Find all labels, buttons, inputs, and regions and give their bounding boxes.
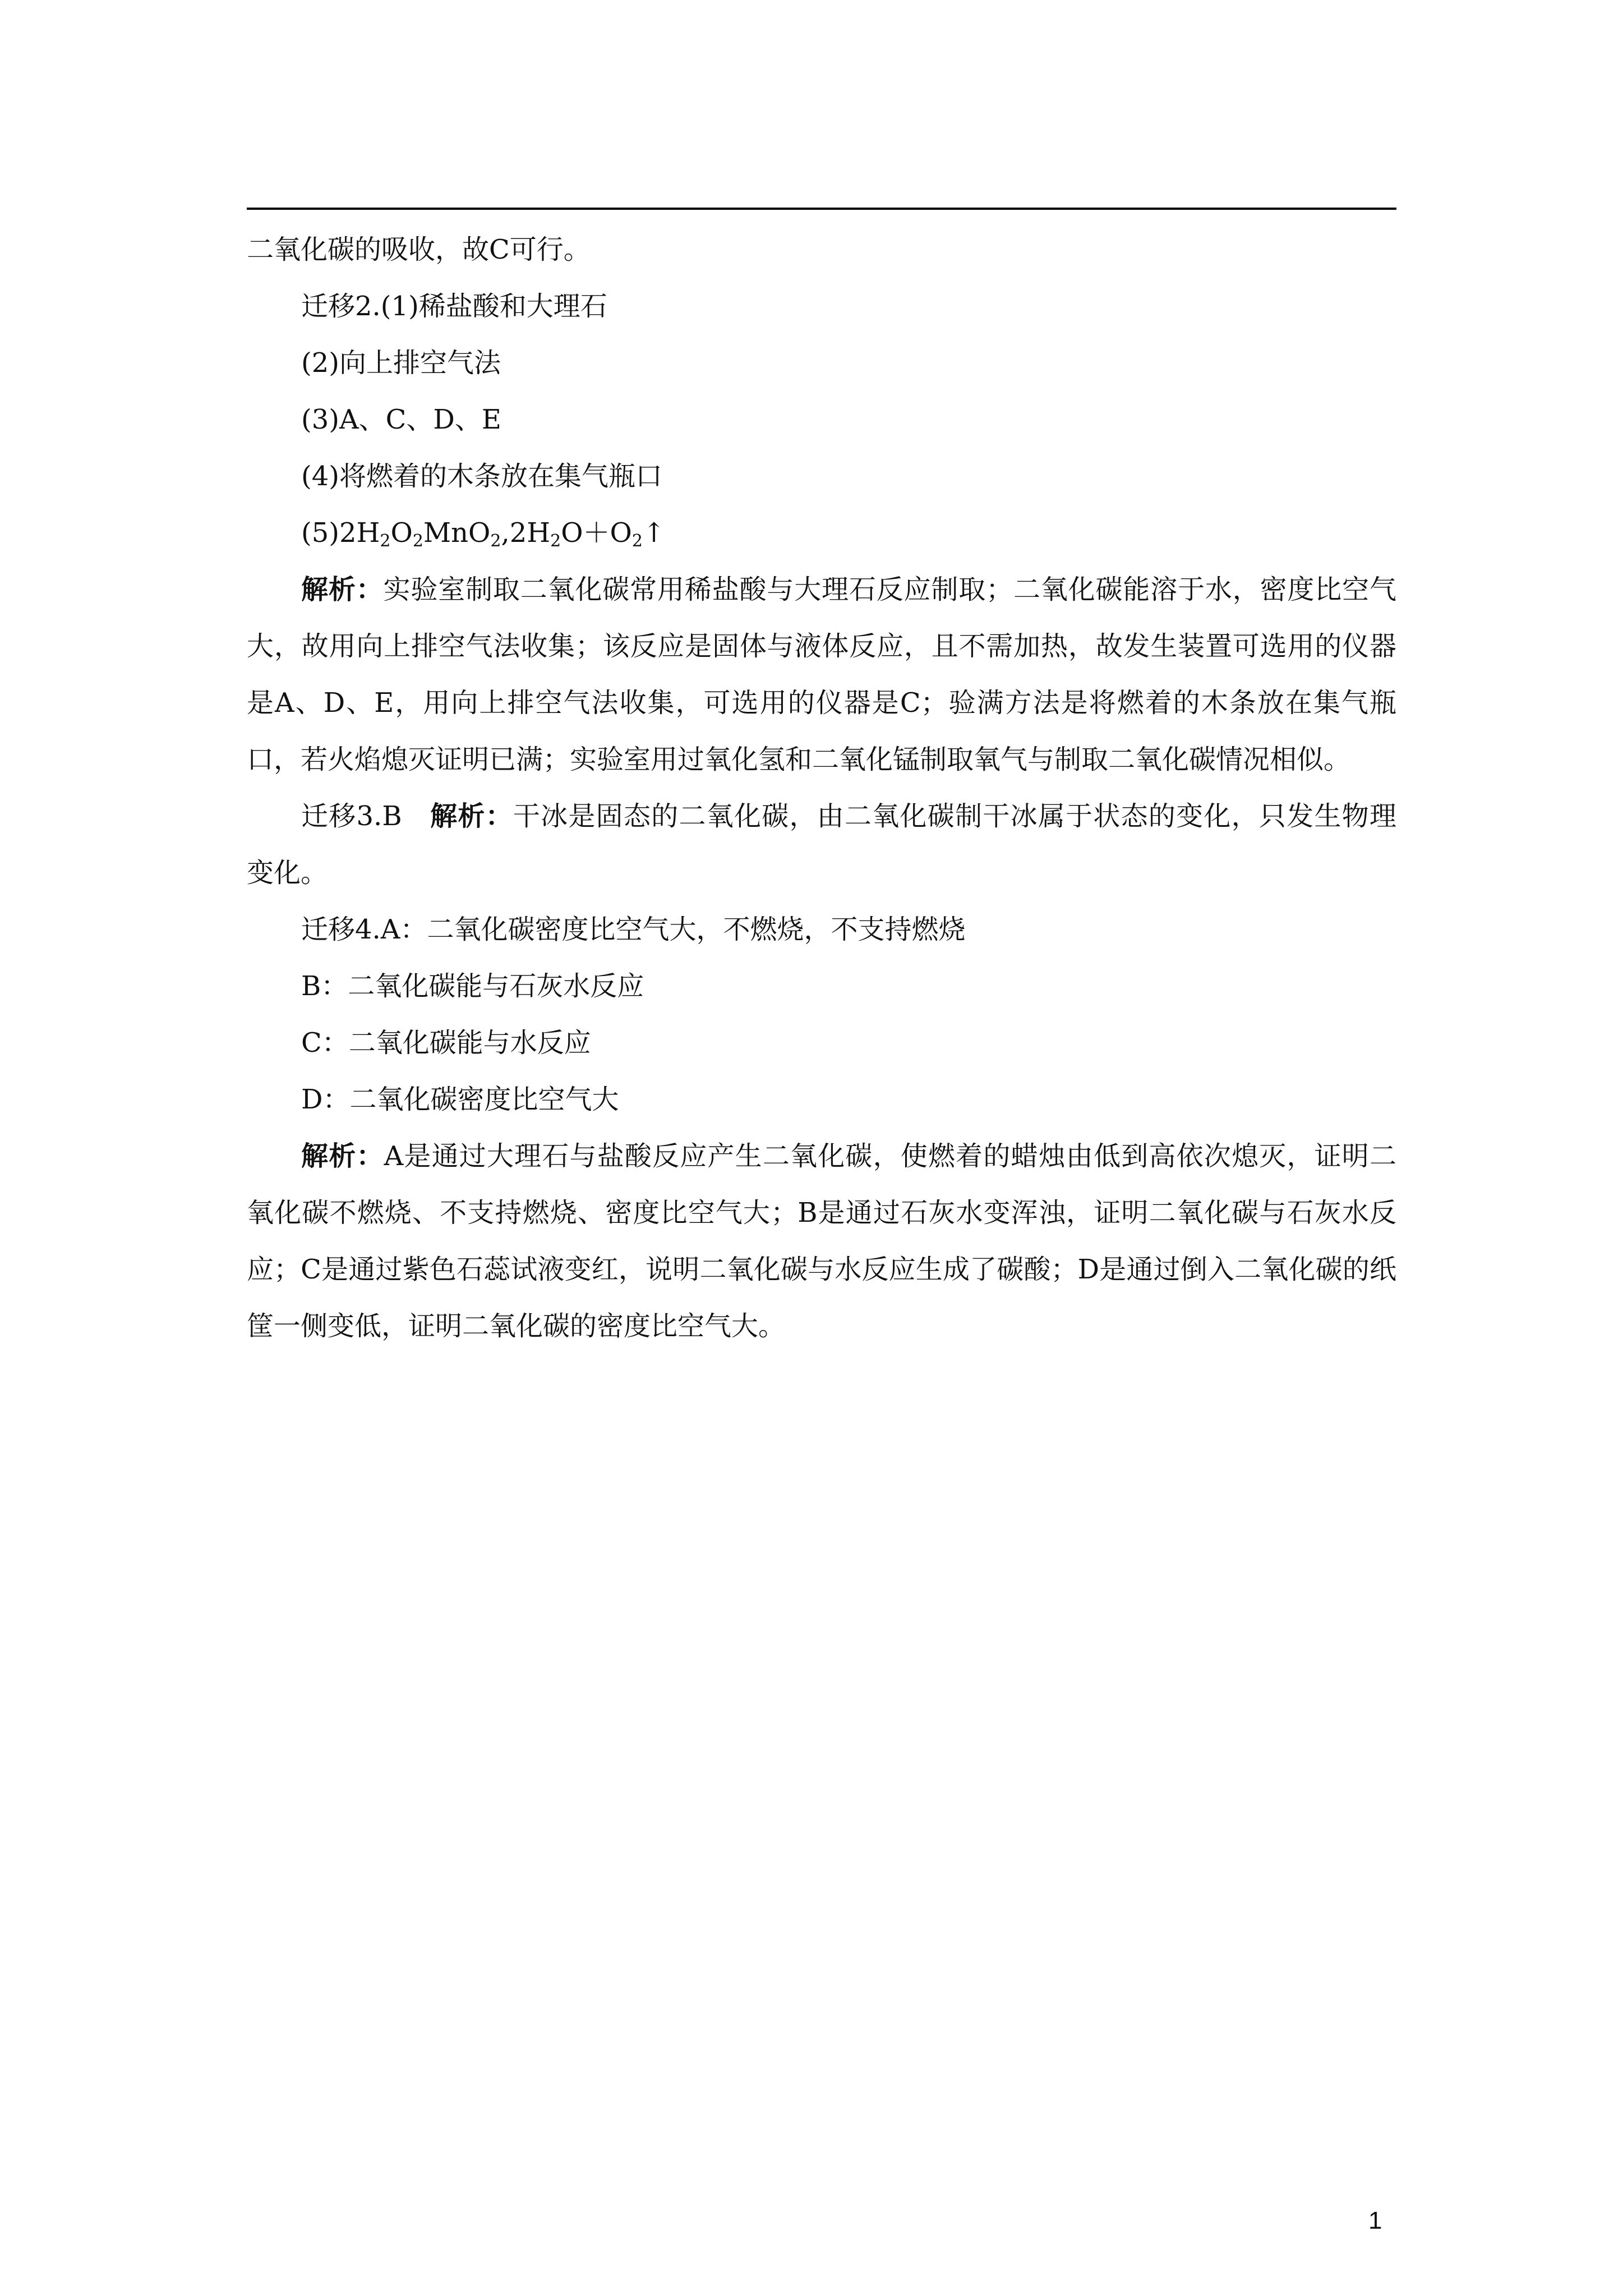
- answer-line: B：二氧化碳能与石灰水反应: [301, 970, 644, 1002]
- answer-line: (3)A、C、D、E: [301, 404, 501, 435]
- equation-text: O＋O: [561, 517, 632, 549]
- answer-line: 迁移4.A：二氧化碳密度比空气大，不燃烧，不支持燃烧: [301, 914, 966, 945]
- equation-text: (5)2H: [301, 517, 380, 549]
- analysis-paragraph: [247, 562, 1396, 788]
- answer-line: C：二氧化碳能与水反应: [301, 1027, 591, 1059]
- answer-line: D：二氧化碳密度比空气大: [301, 1084, 619, 1115]
- gas-arrow: ↑: [643, 517, 666, 549]
- analysis-text: 实验室制取二氧化碳常用稀盐酸与大理石反应制取；二氧化碳能溶于水，密度比空气大，故用向上排空气法收集；该反应是固体与液体反应，且不需加热，故发生装置可选用的仪器是A、D、E，用向上排空气法收集，可选用的仪器是C；验满方法是将燃着的木条放在集气瓶口，若火焰熄灭证明已满；实验室用过氧化氢和二氧化锰制取氧气与制取二氧化碳情况相似。: [247, 574, 1396, 775]
- equation-text: MnO: [423, 517, 491, 549]
- subscript: 2: [550, 531, 561, 551]
- answer-line: (4)将燃着的木条放在集气瓶口: [301, 461, 662, 492]
- document-body: [247, 222, 1396, 1355]
- subscript: 2: [631, 531, 643, 551]
- equation-line: [247, 505, 1396, 562]
- text-line: 二氧化碳的吸收，故C可行。: [247, 234, 591, 265]
- analysis-paragraph: [247, 1128, 1396, 1355]
- equation-text: O: [390, 517, 413, 549]
- analysis-text: 干冰是固态的二氧化碳，由二氧化碳制干冰属于状态的变化，只发生物理变化。: [247, 800, 1396, 889]
- question-3-answer: 迁移3.B: [301, 800, 431, 832]
- header-rule: [247, 208, 1396, 210]
- equation-text: ,2H: [501, 517, 551, 549]
- question-3-paragraph: [247, 788, 1396, 901]
- subscript: 2: [412, 531, 423, 551]
- subscript: 2: [490, 531, 501, 551]
- subscript: 2: [380, 531, 391, 551]
- page-number: 1: [1368, 2207, 1382, 2234]
- answer-line: (2)向上排空气法: [301, 347, 501, 379]
- analysis-label: 解析：: [301, 574, 384, 605]
- analysis-text: A是通过大理石与盐酸反应产生二氧化碳，使燃着的蜡烛由低到高依次熄灭，证明二氧化碳不燃烧、不支持燃烧、密度比空气大；B是通过石灰水变浑浊，证明二氧化碳与石灰水反应；C是通过紫色石蕊试液变红，说明二氧化碳与水反应生成了碳酸；D是通过倒入二氧化碳的纸筐一侧变低，证明二氧化碳的密度比空气大。: [247, 1140, 1396, 1342]
- analysis-label: 解析：: [430, 800, 513, 832]
- answer-line: 迁移2.(1)稀盐酸和大理石: [301, 291, 607, 322]
- analysis-label: 解析：: [301, 1140, 384, 1172]
